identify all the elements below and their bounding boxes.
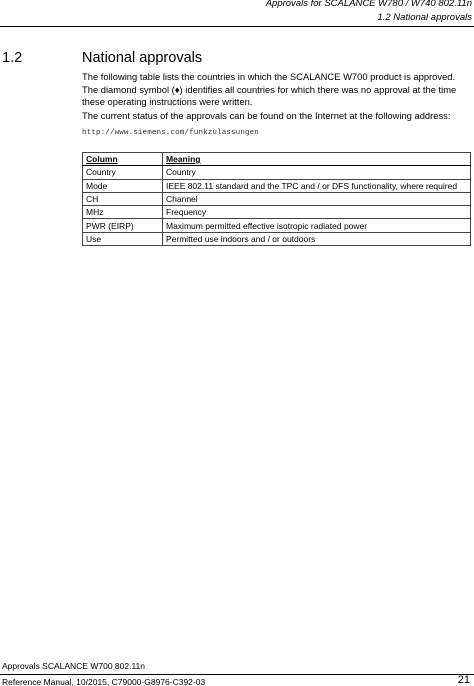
header-rule [0,26,474,27]
table-cell-column: Use [83,232,163,245]
section-number: 1.2 [2,50,23,66]
table-row [83,206,471,219]
footer-rule [0,674,474,675]
table-cell-column: CH [83,192,163,205]
table-row [83,179,471,192]
table-cell-column: MHz [83,206,163,219]
intro-paragraph: The following table lists the countries in which the SCALANCE W700 product is approved. The diamond symbol (♦) identifies all countries for which there was no approval at the time these operating instructions were written. [82,71,457,108]
table-cell-column: Mode [83,179,163,192]
footer-manual-info: Reference Manual, 10/2015, C79000-G8976-C392-03 [2,677,206,686]
table-header-cell [83,153,163,166]
table-cell-column: PWR (EIRP) [83,219,163,232]
table-row [83,192,471,205]
table-header-column: Column [86,154,118,165]
table-cell-meaning: IEEE 802.11 standard and the TPC and / or DFS functionality, where required [163,179,471,192]
table-header-row [83,153,471,166]
table-row [83,232,471,245]
running-header-section: 1.2 National approvals [377,12,472,23]
status-paragraph: The current status of the approvals can be found on the Internet at the following address: [82,110,451,121]
table-header-meaning: Meaning [166,154,201,165]
footer-product: Approvals SCALANCE W700 802.11n [2,661,146,671]
table-header-cell [163,153,471,166]
table-row [83,166,471,179]
table-cell-column: Country [83,166,163,179]
page-number: 21 [457,674,470,686]
table-cell-meaning: Frequency [163,206,471,219]
table-cell-meaning: Maximum permitted effective isotropic radiated power [163,219,471,232]
table-cell-meaning: Permitted use indoors and / or outdoors [163,232,471,245]
section-title: National approvals [82,50,203,66]
running-header-title: Approvals for SCALANCE W780 / W740 802.11n [265,0,472,9]
approvals-url[interactable]: http://www.siemens.com/funkzulassungen [82,129,259,137]
column-legend-table [82,152,471,246]
table-cell-meaning: Country [163,166,471,179]
table-cell-meaning: Channel [163,192,471,205]
table-row [83,219,471,232]
